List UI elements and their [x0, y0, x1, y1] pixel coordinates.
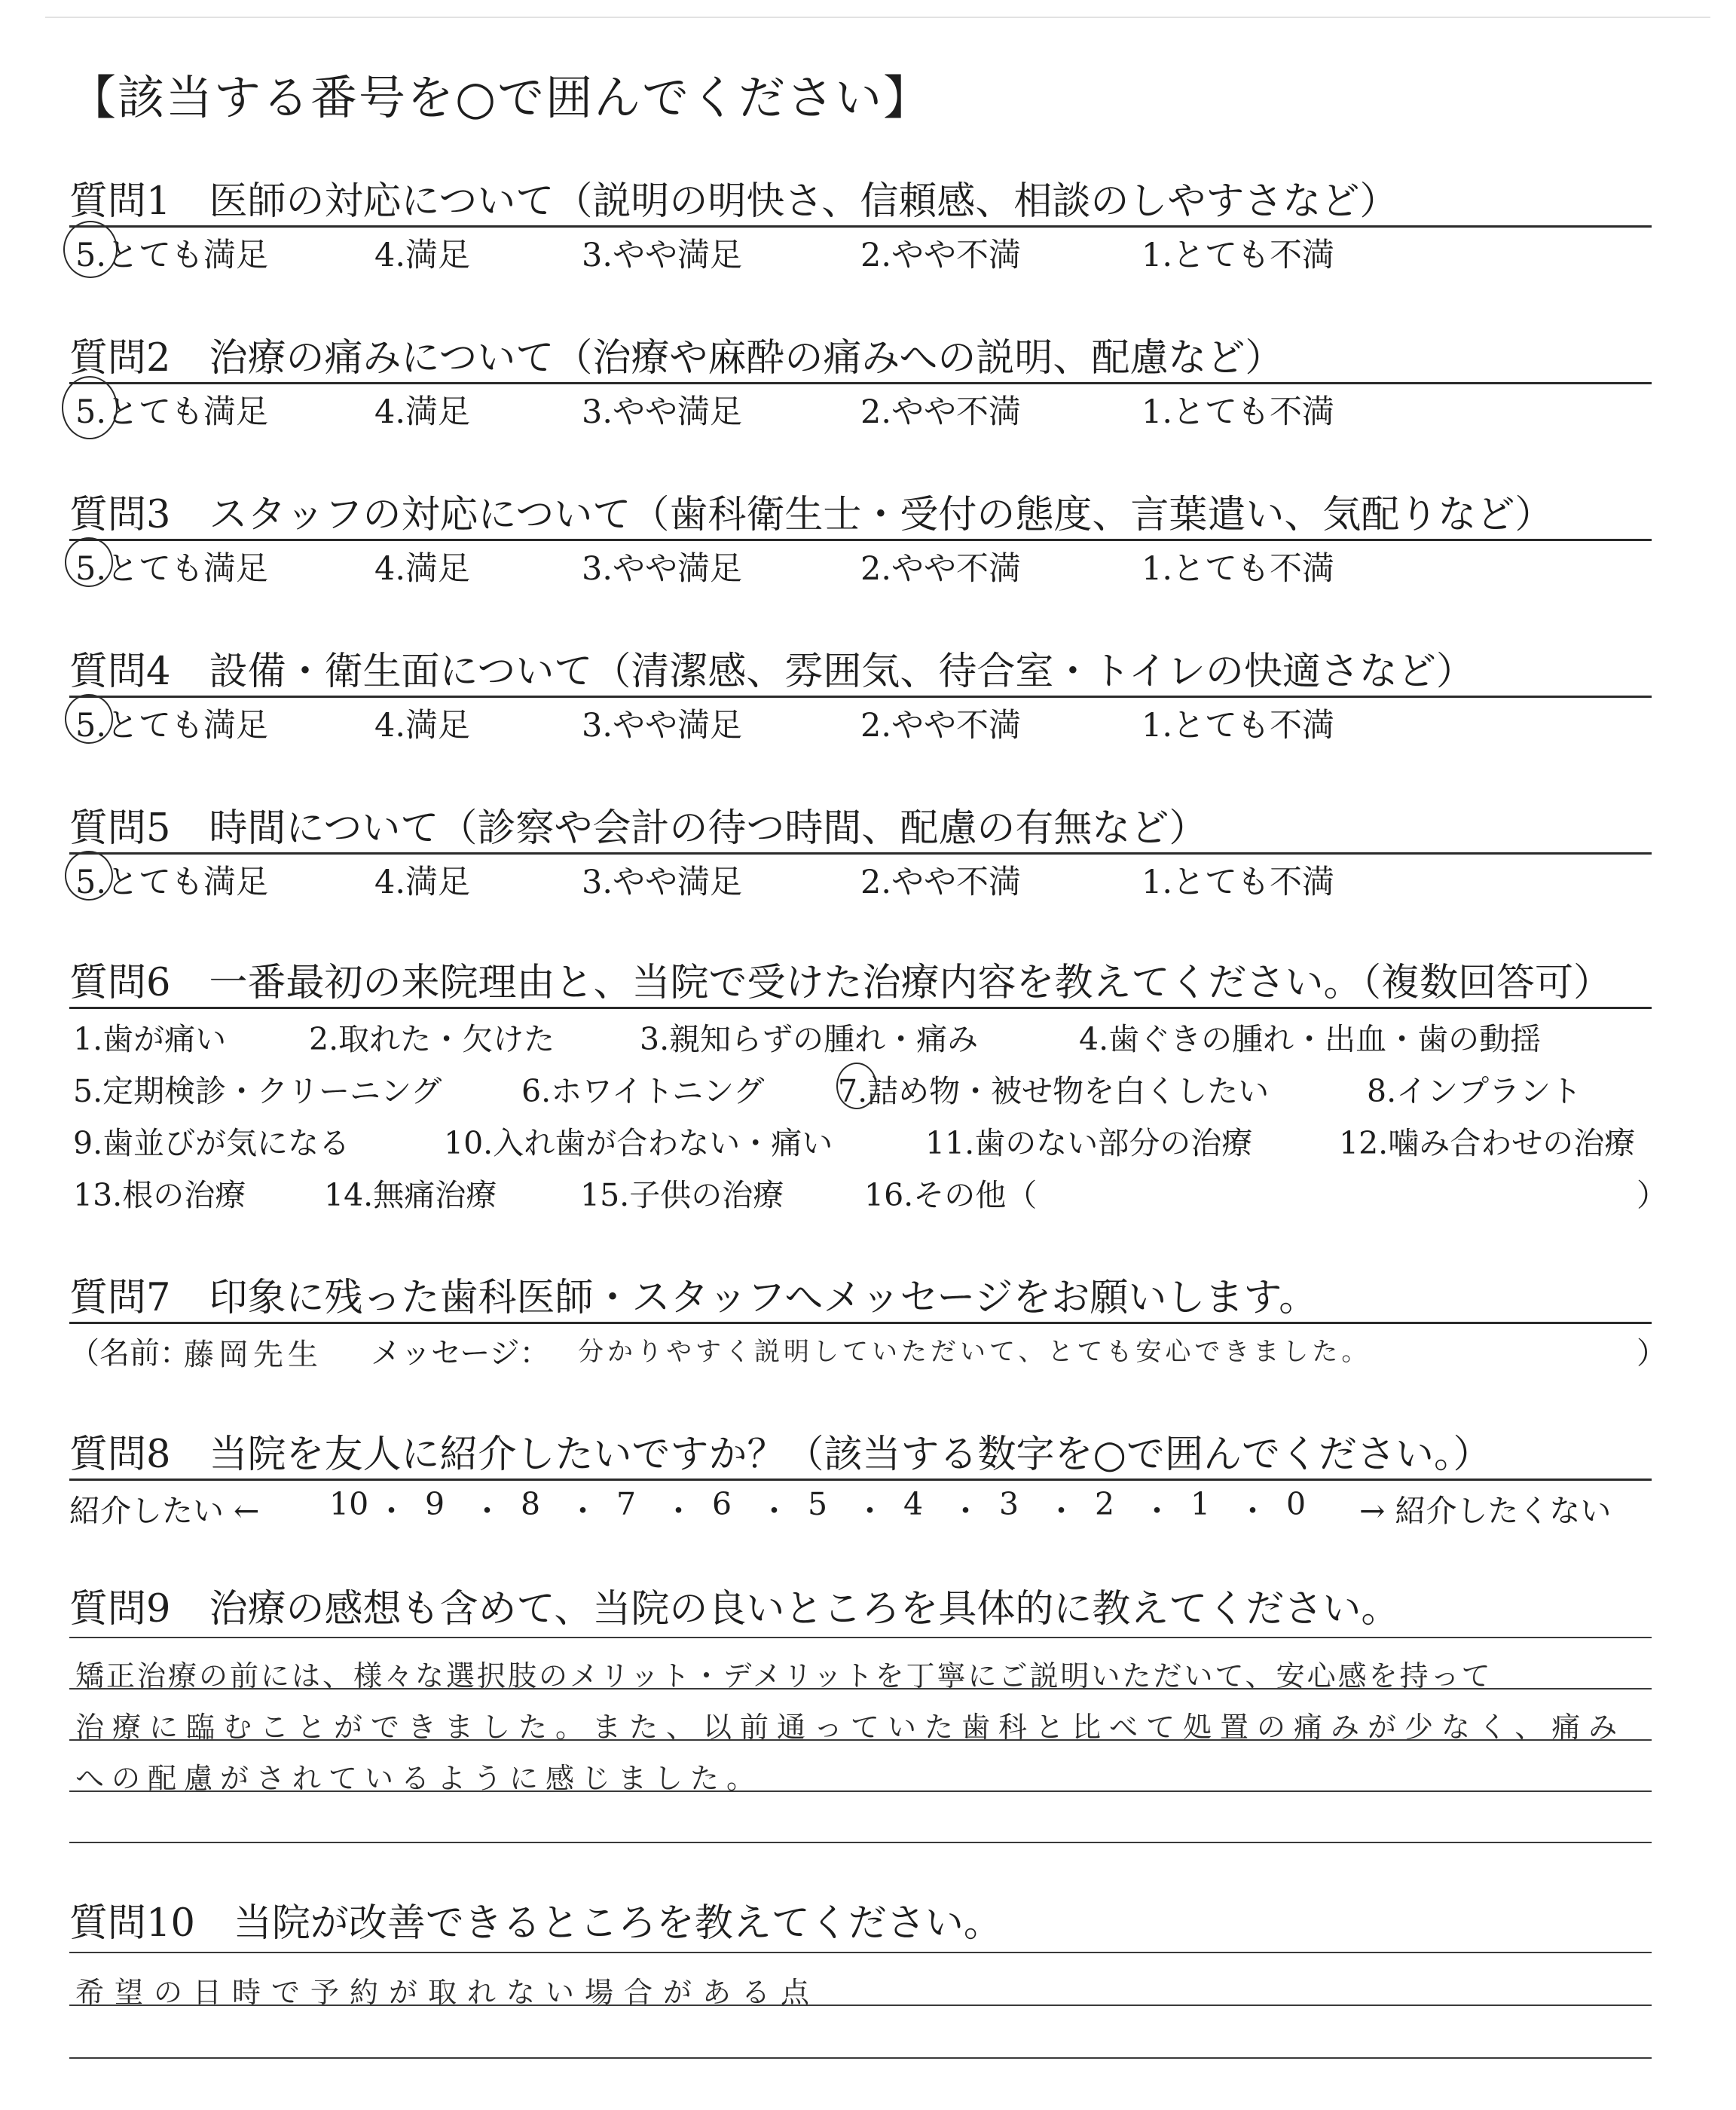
q2-choice-2[interactable]: 2.やや不満 [860, 393, 1022, 431]
q5-choice-4[interactable]: 4.満足 [374, 864, 471, 901]
q2-choice-3[interactable]: 3.やや満足 [582, 393, 743, 431]
q6-option-3[interactable]: 3.親知らずの腫れ・痛み [640, 1021, 979, 1057]
q6-option-11[interactable]: 11.歯のない部分の治療 [925, 1125, 1253, 1161]
q5-choice-2[interactable]: 2.やや不満 [860, 864, 1022, 901]
q8-score-9[interactable]: 9 [425, 1486, 445, 1522]
q6-option-10[interactable]: 10.入れ歯が合わない・痛い [444, 1125, 833, 1161]
q8-separator: ・ [376, 1493, 407, 1529]
q8-score-6[interactable]: 6 [712, 1486, 732, 1522]
q4-choice-3[interactable]: 3.やや満足 [582, 707, 743, 745]
question-10-title: 質問10 当院が改善できるところを教えてください。 [69, 1901, 1002, 1946]
q8-separator: ・ [567, 1493, 598, 1529]
q1-selected-circle [63, 221, 118, 278]
q10-line-1 [69, 1952, 1652, 1953]
q3-choice-4[interactable]: 4.満足 [374, 550, 471, 588]
q9-answer-line-1[interactable]: 矯正治療の前には、様々な選択肢のメリット・デメリットを丁寧にご説明いただいて、安心感を持って [75, 1659, 1493, 1693]
question-9-title: 質問9 治療の感想も含めて、当院の良いところを具体的に教えてください。 [69, 1587, 1400, 1631]
q5-choice-3[interactable]: 3.やや満足 [582, 864, 743, 901]
question-5-rule [69, 852, 1652, 855]
question-8-rule [69, 1479, 1652, 1481]
question-6 [69, 951, 1667, 1222]
q7-message-value[interactable]: 分かりやすく説明していただいて、とても安心できました。 [578, 1337, 1371, 1367]
question-4-rule [69, 696, 1652, 698]
q9-answer-line-3[interactable]: への配慮がされているように感じました。 [75, 1762, 763, 1795]
q6-option-2[interactable]: 2.取れた・欠けた [309, 1021, 555, 1057]
question-3-rule [69, 539, 1652, 541]
question-1-rule [69, 225, 1652, 228]
question-6-rule [69, 1007, 1652, 1009]
q8-score-10[interactable]: 10 [329, 1486, 369, 1522]
top-edge-line [45, 17, 1710, 18]
q5-choice-1[interactable]: 1.とても不満 [1142, 864, 1335, 901]
q2-selected-circle [62, 376, 118, 439]
q7-close: ） [1637, 1336, 1667, 1371]
q4-choice-5[interactable]: 5.とても満足 [75, 707, 269, 745]
q8-separator: ・ [663, 1493, 694, 1529]
q8-separator: ・ [1237, 1493, 1268, 1529]
q6-option-4[interactable]: 4.歯ぐきの腫れ・出血・歯の動揺 [1079, 1021, 1542, 1057]
question-8-title: 質問8 当院を友人に紹介したいですか？（該当する数字を○で囲んでください。） [69, 1433, 1492, 1477]
q6-selected-circle [836, 1063, 877, 1109]
q5-selected-circle [65, 851, 113, 901]
q8-score-1[interactable]: 1 [1190, 1486, 1211, 1522]
q8-right-label: → 紹介したくない [1359, 1493, 1612, 1529]
q2-choice-4[interactable]: 4.満足 [374, 393, 471, 431]
q4-choice-1[interactable]: 1.とても不満 [1142, 707, 1335, 745]
q8-score-5[interactable]: 5 [808, 1486, 828, 1522]
q8-score-2[interactable]: 2 [1095, 1486, 1115, 1522]
q6-option-5[interactable]: 5.定期検診・クリーニング [73, 1073, 442, 1109]
question-2-title: 質問2 治療の痛みについて（治療や麻酔の痛みへの説明、配慮など） [69, 336, 1284, 381]
q1-choice-3[interactable]: 3.やや満足 [582, 237, 743, 274]
q1-choice-1[interactable]: 1.とても不満 [1142, 237, 1335, 274]
q6-option-12[interactable]: 12.噛み合わせの治療 [1339, 1125, 1636, 1161]
question-1-title: 質問1 医師の対応について（説明の明快さ、信頼感、相談のしやすさなど） [69, 179, 1398, 224]
q8-score-0[interactable]: 0 [1286, 1486, 1307, 1522]
q8-separator: ・ [950, 1493, 981, 1529]
question-6-title: 質問6 一番最初の来院理由と、当院で受けた治療内容を教えてください。（複数回答可） [69, 961, 1612, 1005]
q4-choice-4[interactable]: 4.満足 [374, 707, 471, 745]
instruction-heading: 【該当する番号を○で囲んでください】 [69, 70, 932, 125]
q6-option-13[interactable]: 13.根の治療 [73, 1177, 246, 1213]
q7-message-label: メッセージ： [371, 1336, 550, 1371]
q6-option-15[interactable]: 15.子供の治療 [580, 1177, 784, 1213]
question-4-title: 質問4 設備・衛生面について（清潔感、雰囲気、待合室・トイレの快適さなど） [69, 650, 1475, 694]
q6-other-close: ） [1637, 1177, 1667, 1213]
q3-choice-1[interactable]: 1.とても不満 [1142, 550, 1335, 588]
q8-score-8[interactable]: 8 [521, 1486, 541, 1522]
q8-score-7[interactable]: 7 [616, 1486, 637, 1522]
q6-option-16[interactable]: 16.その他（ [864, 1177, 1038, 1213]
q9-line-5 [69, 1842, 1652, 1843]
q10-line-3 [69, 2057, 1652, 2059]
q5-choice-5[interactable]: 5.とても満足 [75, 864, 269, 901]
q9-line-1 [69, 1637, 1652, 1638]
q2-choice-5[interactable]: 5.とても満足 [75, 393, 269, 431]
q6-option-14[interactable]: 14.無痛治療 [324, 1177, 497, 1213]
q8-separator: ・ [1046, 1493, 1077, 1529]
question-7-title: 質問7 印象に残った歯科医師・スタッフへメッセージをお願いします。 [69, 1276, 1318, 1320]
q1-choice-4[interactable]: 4.満足 [374, 237, 471, 274]
q6-option-8[interactable]: 8.インプラント [1367, 1073, 1582, 1109]
q3-choice-2[interactable]: 2.やや不満 [860, 550, 1022, 588]
q6-option-9[interactable]: 9.歯並びが気になる [73, 1125, 350, 1161]
question-5-title: 質問5 時間について（診察や会計の待つ時間、配慮の有無など） [69, 806, 1208, 851]
q6-option-1[interactable]: 1.歯が痛い [73, 1021, 227, 1057]
q3-choice-5[interactable]: 5.とても満足 [75, 550, 269, 588]
q1-choice-2[interactable]: 2.やや不満 [860, 237, 1022, 274]
q4-selected-circle [65, 694, 113, 744]
q4-choice-2[interactable]: 2.やや不満 [860, 707, 1022, 745]
q7-name-label: （名前： [69, 1336, 190, 1371]
q8-separator: ・ [759, 1493, 790, 1529]
q10-answer-line-1[interactable]: 希望の日時で予約が取れない場合がある点 [75, 1976, 821, 2009]
q2-choice-1[interactable]: 1.とても不満 [1142, 393, 1335, 431]
q1-choice-5[interactable]: 5.とても満足 [75, 237, 269, 274]
q9-answer-line-2[interactable]: 治療に臨むことができました。また、以前通っていた歯科と比べて処置の痛みが少なく、痛み [75, 1711, 1626, 1744]
q8-score-4[interactable]: 4 [903, 1486, 924, 1522]
q3-selected-circle [65, 537, 113, 587]
q8-left-label: 紹介したい ← [69, 1493, 260, 1529]
q8-score-3[interactable]: 3 [999, 1486, 1019, 1522]
q8-separator: ・ [1142, 1493, 1172, 1529]
q6-option-7[interactable]: 7.詰め物・被せ物を白くしたい [838, 1073, 1270, 1109]
q6-option-6[interactable]: 6.ホワイトニング [521, 1073, 765, 1109]
q8-separator: ・ [472, 1493, 503, 1529]
q7-name-value[interactable]: 藤岡先生 [184, 1338, 322, 1372]
q3-choice-3[interactable]: 3.やや満足 [582, 550, 743, 588]
q8-separator: ・ [854, 1493, 885, 1529]
question-2-rule [69, 382, 1652, 384]
question-3-title: 質問3 スタッフの対応について（歯科衛生士・受付の態度、言葉遣い、気配りなど） [69, 493, 1554, 537]
question-7-rule [69, 1322, 1652, 1324]
